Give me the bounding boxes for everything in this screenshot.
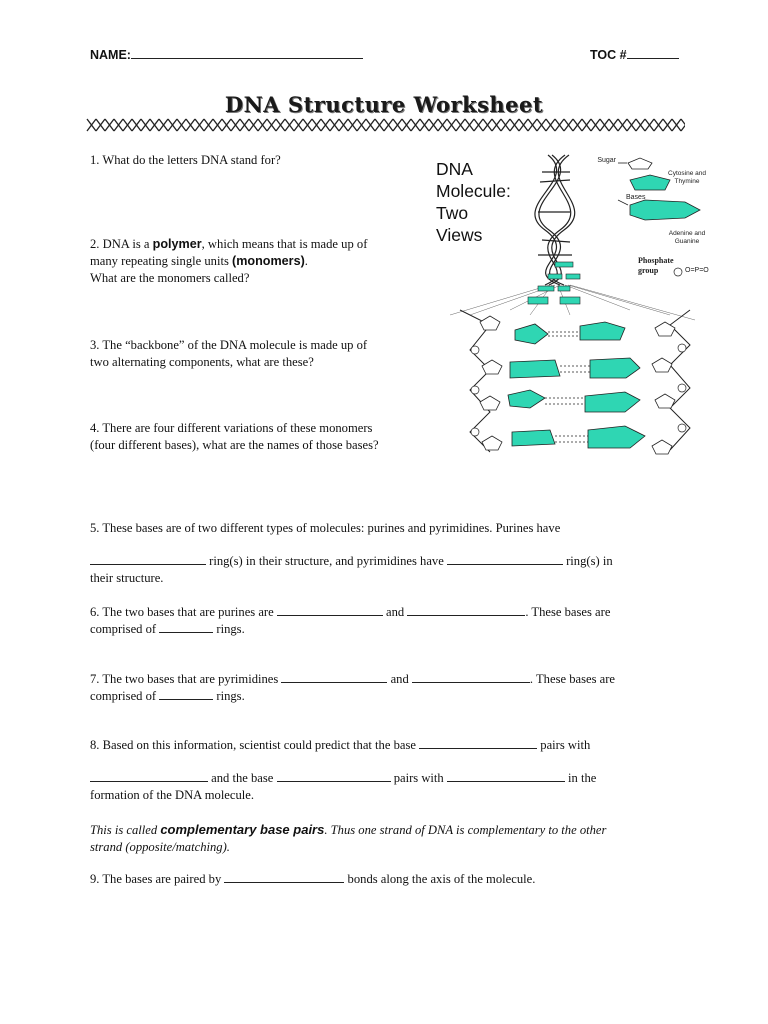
ladder-base-pairs — [508, 322, 645, 448]
term-monomers: (monomers) — [232, 254, 305, 268]
figure-title: DNA Molecule: Two Views — [436, 159, 511, 245]
svg-text:O=P=O: O=P=O — [685, 267, 709, 274]
question-5: 5. These bases are of two different types of molecules: purines and pyrimidines. Purines have ring(s) in their structure, and pyrimidines have ring(s) in their structure. — [90, 521, 613, 585]
q5-blank-2[interactable] — [447, 553, 563, 565]
question-9: 9. The bases are paired by bonds along the axis of the molecule. — [90, 872, 536, 886]
q7-blank-2[interactable] — [412, 671, 530, 683]
name-field — [90, 47, 363, 62]
label-sugar: Sugar — [597, 157, 616, 164]
dna-diagram — [430, 150, 730, 475]
q8-blank-3[interactable] — [277, 770, 391, 782]
q6-blank-1[interactable] — [277, 604, 383, 616]
label-cytosine-thymine: Cytosine and Thymine — [668, 170, 706, 185]
question-8: 8. Based on this information, scientist could predict that the base pairs with and the base pairs with in the formation of the DNA molecule. — [90, 738, 597, 802]
dna-figure — [430, 150, 730, 475]
name-blank[interactable] — [131, 47, 363, 59]
q7-blank-3[interactable] — [159, 688, 213, 700]
label-phosphate-group: Phosphate group — [638, 256, 674, 275]
legend-phosphate-icon — [674, 268, 682, 276]
legend-sugar-icon — [628, 158, 652, 169]
complementary-note: This is called complementary base pairs. Thus one strand of DNA is complementary to the other strand (opposite/matching). — [90, 822, 607, 854]
legend-purine-icon — [630, 200, 700, 220]
question-6: 6. The two bases that are purines are and . These bases are comprised of rings. — [90, 605, 611, 636]
question-7: 7. The two bases that are pyrimidines and . These bases are comprised of rings. — [90, 672, 616, 703]
q9-blank[interactable] — [224, 871, 344, 883]
q8-blank-2[interactable] — [90, 770, 208, 782]
label-bases: Bases — [626, 194, 646, 201]
ladder-backbones — [460, 310, 690, 452]
q5-blank-1[interactable] — [90, 553, 206, 565]
name-label: NAME: — [90, 48, 131, 62]
question-4: 4. There are four different variations of these monomers (four different bases), what are the names of those bases? — [90, 421, 379, 452]
hydrogen-bonds — [545, 332, 590, 442]
phosphate-circles — [471, 344, 686, 436]
decorative-x-border — [85, 117, 685, 133]
toc-blank[interactable] — [627, 47, 679, 59]
q8-blank-1[interactable] — [419, 737, 537, 749]
q8-blank-4[interactable] — [447, 770, 565, 782]
label-adenine-guanine: Adenine and Guanine — [668, 230, 706, 245]
q6-blank-2[interactable] — [407, 604, 525, 616]
question-1: 1. What do the letters DNA stand for? — [90, 153, 281, 167]
q6-blank-3[interactable] — [159, 621, 213, 633]
term-polymer: polymer — [152, 237, 202, 251]
toc-label: TOC # — [590, 48, 627, 62]
term-complementary-base-pairs: complementary base pairs — [160, 822, 325, 837]
toc-field — [590, 47, 679, 62]
ladder-sugars — [480, 316, 675, 454]
q7-blank-1[interactable] — [281, 671, 387, 683]
page-title: DNA Structure Worksheet — [224, 92, 544, 117]
question-3: 3. The “backbone” of the DNA molecule is made up of two alternating components, what are these? — [90, 338, 368, 369]
question-2: 2. DNA is a polymer, which means that is made up of many repeating single units (monomers). What are the monomers called? — [90, 237, 368, 285]
